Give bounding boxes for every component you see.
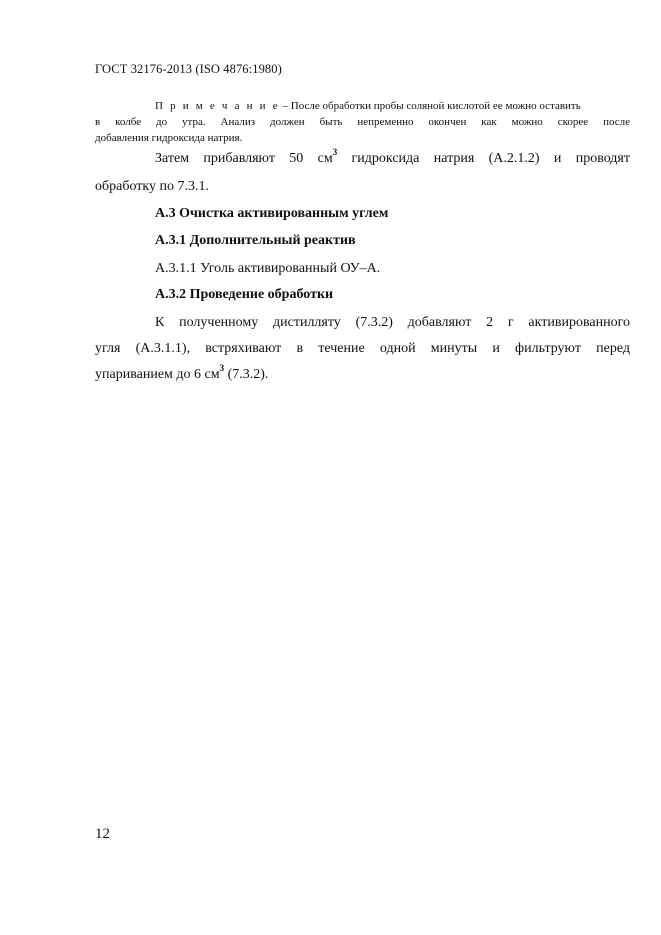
- section-heading-a32: А.3.2 Проведение обработки: [155, 287, 334, 302]
- note-label: П р и м е ч а н и е: [155, 100, 280, 112]
- paragraph-1-text-b: гидроксида натрия (А.2.1.2) и проводят: [337, 151, 630, 166]
- note-block: [95, 98, 630, 146]
- note-line-1-text: – После обработки пробы соляной кислотой ее можно оставить: [279, 100, 581, 112]
- paragraph-1-line-1: [95, 148, 630, 176]
- section-a32-line-1: К полученному дистилляту (7.3.2) добавляют 2 г активированного: [155, 315, 630, 330]
- paragraph-1: [95, 148, 630, 204]
- section-a32-line-3: [95, 364, 630, 392]
- section-a31: [95, 230, 630, 286]
- page-number: 12: [95, 826, 110, 842]
- note-line-1: [95, 98, 630, 114]
- item-a311: А.3.1.1 Уголь активированный ОУ–А.: [155, 261, 381, 276]
- note-line-2: в колбе до утра. Анализ должен быть непременно окончен как можно скорее после: [95, 116, 630, 128]
- section-a32-line-2: угля (А.3.1.1), встряхивают в течение одной минуты и фильтруют перед: [95, 341, 630, 356]
- section-heading-a31: А.3.1 Дополнительный реактив: [155, 233, 356, 248]
- superscript: 3: [219, 363, 225, 374]
- paragraph-1-line-2: обработку по 7.3.1.: [95, 179, 209, 194]
- superscript: 3: [332, 147, 338, 158]
- section-a3: [95, 203, 630, 231]
- section-a32-text-b: (7.3.2).: [224, 367, 269, 382]
- section-a32-text-a: упариванием до 6 см: [95, 367, 220, 382]
- section-heading-a3: А.3 Очистка активированным углем: [155, 206, 389, 221]
- paragraph-1-text-a: Затем прибавляют 50 см: [155, 151, 333, 166]
- document-header: ГОСТ 32176-2013 (ISO 4876:1980): [95, 62, 282, 76]
- section-a32: [95, 284, 630, 392]
- note-line-3: добавления гидроксида натрия.: [95, 132, 243, 144]
